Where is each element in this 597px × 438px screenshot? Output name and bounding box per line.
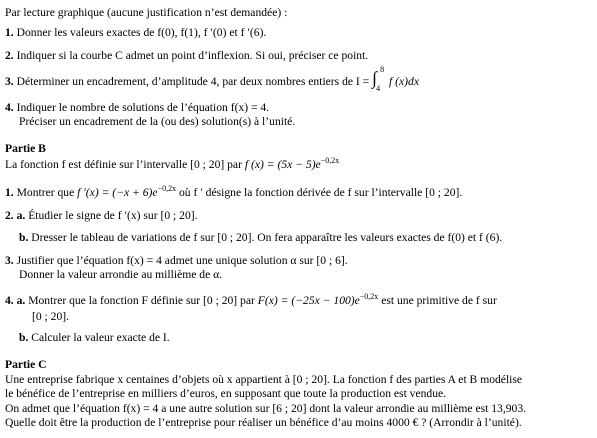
partc-line2: le bénéfice de l’entreprise en milliers d’euros, en supposant que toute la production est vendue. [5, 387, 447, 400]
parta-q4-line2: Préciser un encadrement de la (ou des) solution(s) à l’unité. [19, 115, 296, 128]
partb-q1-formula: f ′(x) = (−x + 6)e [77, 186, 158, 199]
parta-q3-num: 3. [5, 75, 14, 88]
partb-q2a [5, 209, 198, 223]
parta-q1-num: 1. [5, 26, 14, 39]
partb-q3-line2: Donner la valeur arrondie au millième de α. [19, 268, 223, 281]
partb-intro [5, 158, 339, 172]
parta-q3-text: Déterminer un encadrement, d’amplitude 4, par deux nombres entiers de I = [16, 75, 370, 88]
parta-q4-text: Indiquer le nombre de solutions de l’équation f(x) = 4. [16, 101, 270, 114]
parta-q4 [5, 101, 269, 115]
partb-q3 [5, 254, 348, 268]
partb-q1-num: 1. [5, 186, 14, 199]
parta-q4-num: 4. [5, 101, 14, 114]
partb-q1-after: où f ′ désigne la fonction dérivée de f sur l’intervalle [0 ; 20]. [178, 186, 463, 199]
integral-body: f (x)dx [389, 75, 419, 88]
partb-q4a [5, 294, 497, 308]
integral-sign: ∫ 8 4 [372, 65, 385, 93]
partc-line1: Une entreprise fabrique x centaines d’objets où x appartient à [0 ; 20]. La fonction f des parties A et B modélise [5, 373, 523, 386]
parta-q2 [5, 49, 368, 63]
partb-title: Partie B [5, 142, 46, 155]
partb-q4a-num: 4. a. [5, 294, 26, 307]
partb-q4b-text: Calculer la valeur exacte de I. [31, 331, 170, 344]
partb-intro-text: La fonction f est définie sur l’intervalle [0 ; 20] par [5, 158, 242, 171]
partb-q4b-num: b. [19, 331, 29, 344]
partb-q2a-text: Étudier le signe de f ′(x) sur [0 ; 20]. [28, 209, 198, 222]
partb-q2b [19, 231, 502, 245]
parta-q1-text: Donner les valeurs exactes de f(0), f(1), f ′(0) et f ′(6). [16, 26, 267, 39]
parta-q3 [5, 65, 419, 93]
parta-q2-text: Indiquer si la courbe C admet un point d’inflexion. Si oui, préciser ce point. [16, 49, 369, 62]
parta-q2-num: 2. [5, 49, 14, 62]
partb-q3-text: Justifier que l’équation f(x) = 4 admet une unique solution α sur [0 ; 6]. [16, 254, 348, 267]
partb-q4b [19, 331, 170, 345]
partb-q4a-before: Montrer que la fonction F définie sur [0 ; 20] par [28, 294, 255, 307]
partb-q4a-formula: F(x) = (−25x − 100)e [257, 294, 360, 307]
integral-upper: 8 [380, 65, 385, 74]
partb-q2b-text: Dresser le tableau de variations de f sur [0 ; 20]. On fera apparaître les valeurs exactes de f(0) et f (6). [31, 231, 503, 244]
partb-intro-formula: f (x) = (5x − 5)e [244, 158, 321, 171]
partb-q4a-after: est une primitive de f sur [381, 294, 497, 307]
parta-intro: Par lecture graphique (aucune justification n’est demandée) : [5, 6, 288, 19]
partb-q1-exp: −0,2x [157, 184, 177, 193]
partb-q1-before: Montrer que [16, 186, 75, 199]
partc-line4: Quelle doit être la production de l’entreprise pour réaliser un bénéfice d’au moins 4000 € ? (Arrondir à l’unité). [5, 416, 522, 429]
partb-intro-exp: −0,2x [320, 156, 340, 165]
partb-q1 [5, 186, 462, 200]
partc-title: Partie C [5, 358, 47, 371]
partb-q3-num: 3. [5, 254, 14, 267]
partb-q4a-line2: [0 ; 20]. [32, 310, 70, 323]
parta-q1 [5, 26, 266, 40]
partb-q4a-exp: −0,2x [359, 292, 379, 301]
partb-q2b-num: b. [19, 231, 29, 244]
integral-lower: 4 [376, 84, 381, 93]
partb-q2a-num: 2. a. [5, 209, 26, 222]
partc-line3: On admet que l’équation f(x) = 4 a une autre solution sur [6 ; 20] dont la valeur arrondie au millième est 13,903. [5, 402, 527, 415]
